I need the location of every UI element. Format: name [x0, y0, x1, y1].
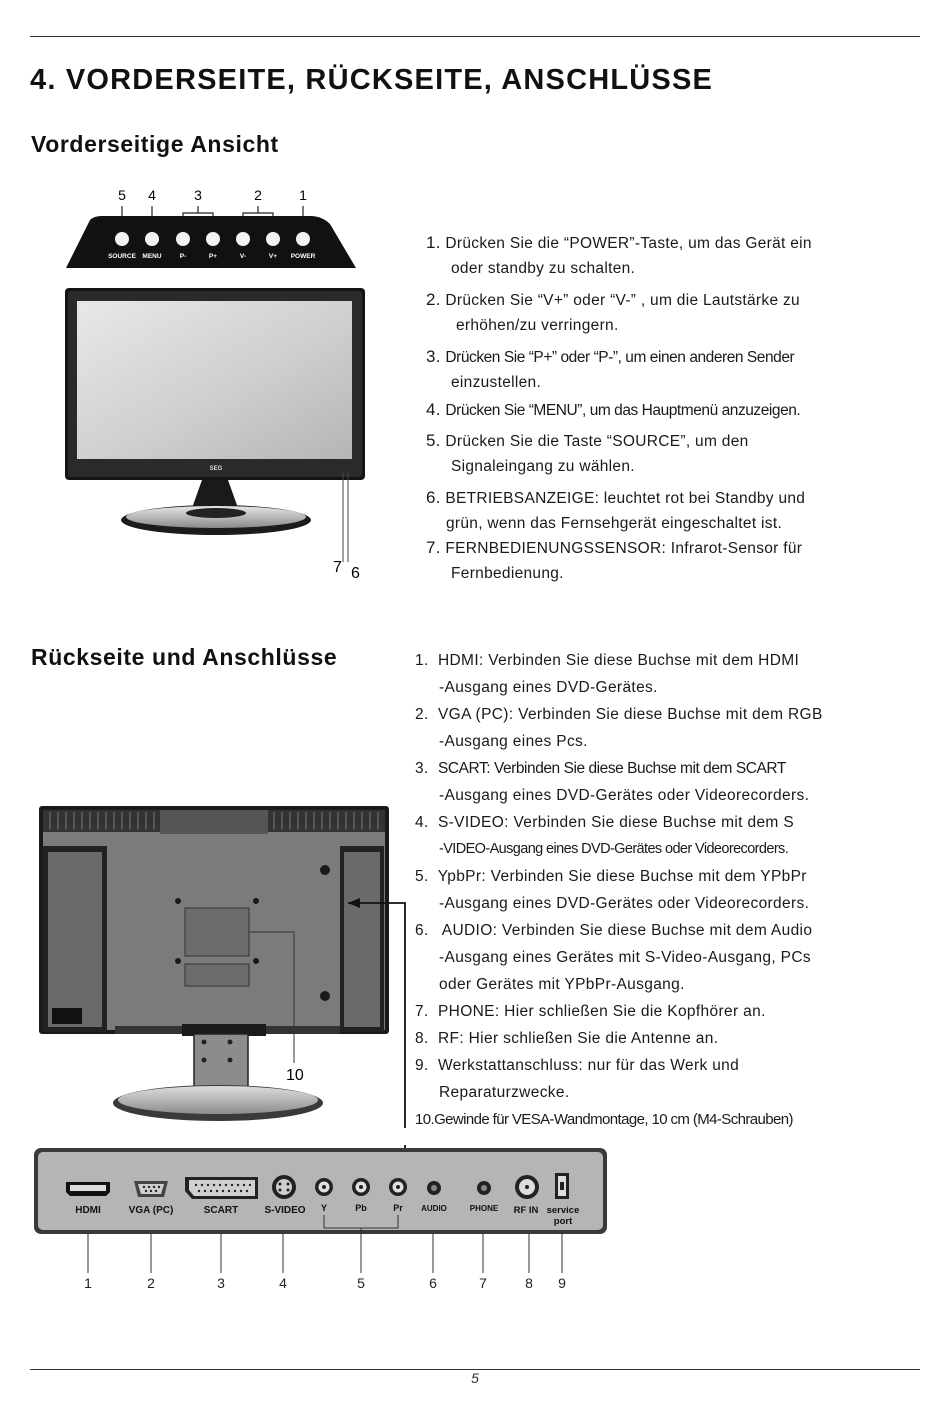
- port-callout-3: 3: [217, 1275, 225, 1291]
- list-item: 9. Werkstattanschluss: nur für das Werk und Reparaturzwecke.: [415, 1057, 740, 1101]
- port-callout-6: 6: [429, 1275, 437, 1291]
- port-callout-4: 4: [279, 1275, 287, 1291]
- vesa-callout-10: 10: [286, 1067, 304, 1084]
- list-item: 4. S-VIDEO: Verbinden Sie diese Buchse mit dem S -VIDEO-Ausgang eines DVD-Gerätes oder Videorecorders.: [415, 814, 795, 857]
- button-label-power: POWER: [290, 253, 316, 260]
- port-label-scart: SCART: [203, 1205, 239, 1216]
- button-label-source: SOURCE: [108, 253, 136, 260]
- panel-callout-5: 5: [118, 187, 126, 203]
- button-label-v-plus: V+: [268, 253, 278, 260]
- page-title: 4. VORDERSEITE, RÜCKSEITE, ANSCHLÜSSE: [30, 64, 714, 96]
- port-callout-2: 2: [147, 1275, 155, 1291]
- port-label-phone: PHONE: [469, 1204, 499, 1213]
- panel-callout-1: 1: [299, 187, 307, 203]
- page-number: 5: [471, 1370, 479, 1386]
- button-label-p-minus: P-: [179, 253, 187, 260]
- button-label-v-minus: V-: [239, 253, 247, 260]
- list-item: 6. AUDIO: Verbinden Sie diese Buchse mit dem Audio -Ausgang eines Gerätes mit S-Video-Ausgang, PCs oder Gerätes mit YPbPr-Ausgang.: [415, 922, 813, 993]
- list-item: 5. YpbPr: Verbinden Sie diese Buchse mit dem YPbPr -Ausgang eines DVD-Gerätes oder Videorecorders.: [415, 868, 810, 912]
- port-label-audio: AUDIO: [421, 1204, 447, 1213]
- sensor-callout-7: 7: [333, 559, 342, 576]
- list-item: 4. Drücken Sie “MENU”, um das Hauptmenü anzuzeigen.: [426, 400, 801, 419]
- port-callout-7: 7: [479, 1275, 487, 1291]
- port-label-hdmi: HDMI: [75, 1205, 101, 1216]
- list-item: 10.Gewinde für VESA-Wandmontage, 10 cm (M4-Schrauben): [415, 1111, 793, 1128]
- front-view-heading: Vorderseitige Ansicht: [31, 131, 279, 157]
- port-label-y: Y: [320, 1203, 328, 1213]
- list-item: 5. Drücken Sie die Taste “SOURCE”, um den Signaleingang zu wählen.: [426, 431, 749, 475]
- sensor-callout-6: 6: [351, 565, 360, 582]
- port-callout-8: 8: [525, 1275, 533, 1291]
- top-rule: [30, 36, 920, 37]
- list-item: 2. Drücken Sie “V+” oder “V-” , um die Lautstärke zu erhöhen/zu verringern.: [426, 290, 800, 334]
- port-callout-1: 1: [84, 1275, 92, 1291]
- button-label-p-plus: P+: [208, 253, 218, 260]
- panel-callout-4: 4: [148, 187, 156, 203]
- rear-view-illustration: [30, 798, 430, 1128]
- list-item: 3. Drücken Sie “P+” oder “P-”, um einen anderen Sender einzustellen.: [426, 347, 795, 391]
- panel-callout-3: 3: [194, 187, 202, 203]
- port-callout-5: 5: [357, 1275, 365, 1291]
- list-item: 1. Drücken Sie die “POWER”-Taste, um das Gerät ein oder standby zu schalten.: [426, 233, 812, 277]
- front-view-illustration: [30, 180, 390, 590]
- port-label-service: service: [546, 1205, 580, 1216]
- button-label-menu: MENU: [142, 253, 162, 260]
- rear-view-heading: Rückseite und Anschlüsse: [31, 644, 338, 670]
- connector-panel-illustration: [30, 1145, 620, 1295]
- port-label-vga: VGA (PC): [128, 1205, 174, 1216]
- rear-connections-list: [415, 647, 895, 1133]
- port-label-pr: Pr: [393, 1203, 403, 1213]
- port-callout-9: 9: [558, 1275, 566, 1291]
- port-label-pb: Pb: [355, 1203, 367, 1213]
- list-item: 1. HDMI: Verbinden Sie diese Buchse mit dem HDMI -Ausgang eines DVD-Gerätes.: [415, 652, 800, 696]
- port-label-rf-in: RF IN: [513, 1205, 539, 1216]
- list-item: 3. SCART: Verbinden Sie diese Buchse mit dem SCART -Ausgang eines DVD-Gerätes oder Videorecorders.: [415, 760, 810, 804]
- list-item: 2. VGA (PC): Verbinden Sie diese Buchse mit dem RGB -Ausgang eines Pcs.: [415, 706, 823, 750]
- panel-callout-2: 2: [254, 187, 262, 203]
- list-item: 7. PHONE: Hier schließen Sie die Kopfhörer an.: [415, 1003, 766, 1020]
- tv-brand-logo: SEG: [209, 466, 223, 472]
- port-label-port: port: [553, 1216, 573, 1227]
- list-item: 7. FERNBEDIENUNGSSENSOR: Infrarot-Sensor für Fernbedienung.: [426, 538, 803, 582]
- list-item: 8. RF: Hier schließen Sie die Antenne an.: [415, 1030, 719, 1047]
- list-item: 6. BETRIEBSANZEIGE: leuchtet rot bei Standby und grün, wenn das Fernsehgerät eingeschaltet ist.: [426, 488, 806, 532]
- port-label-svideo: S-VIDEO: [264, 1205, 306, 1216]
